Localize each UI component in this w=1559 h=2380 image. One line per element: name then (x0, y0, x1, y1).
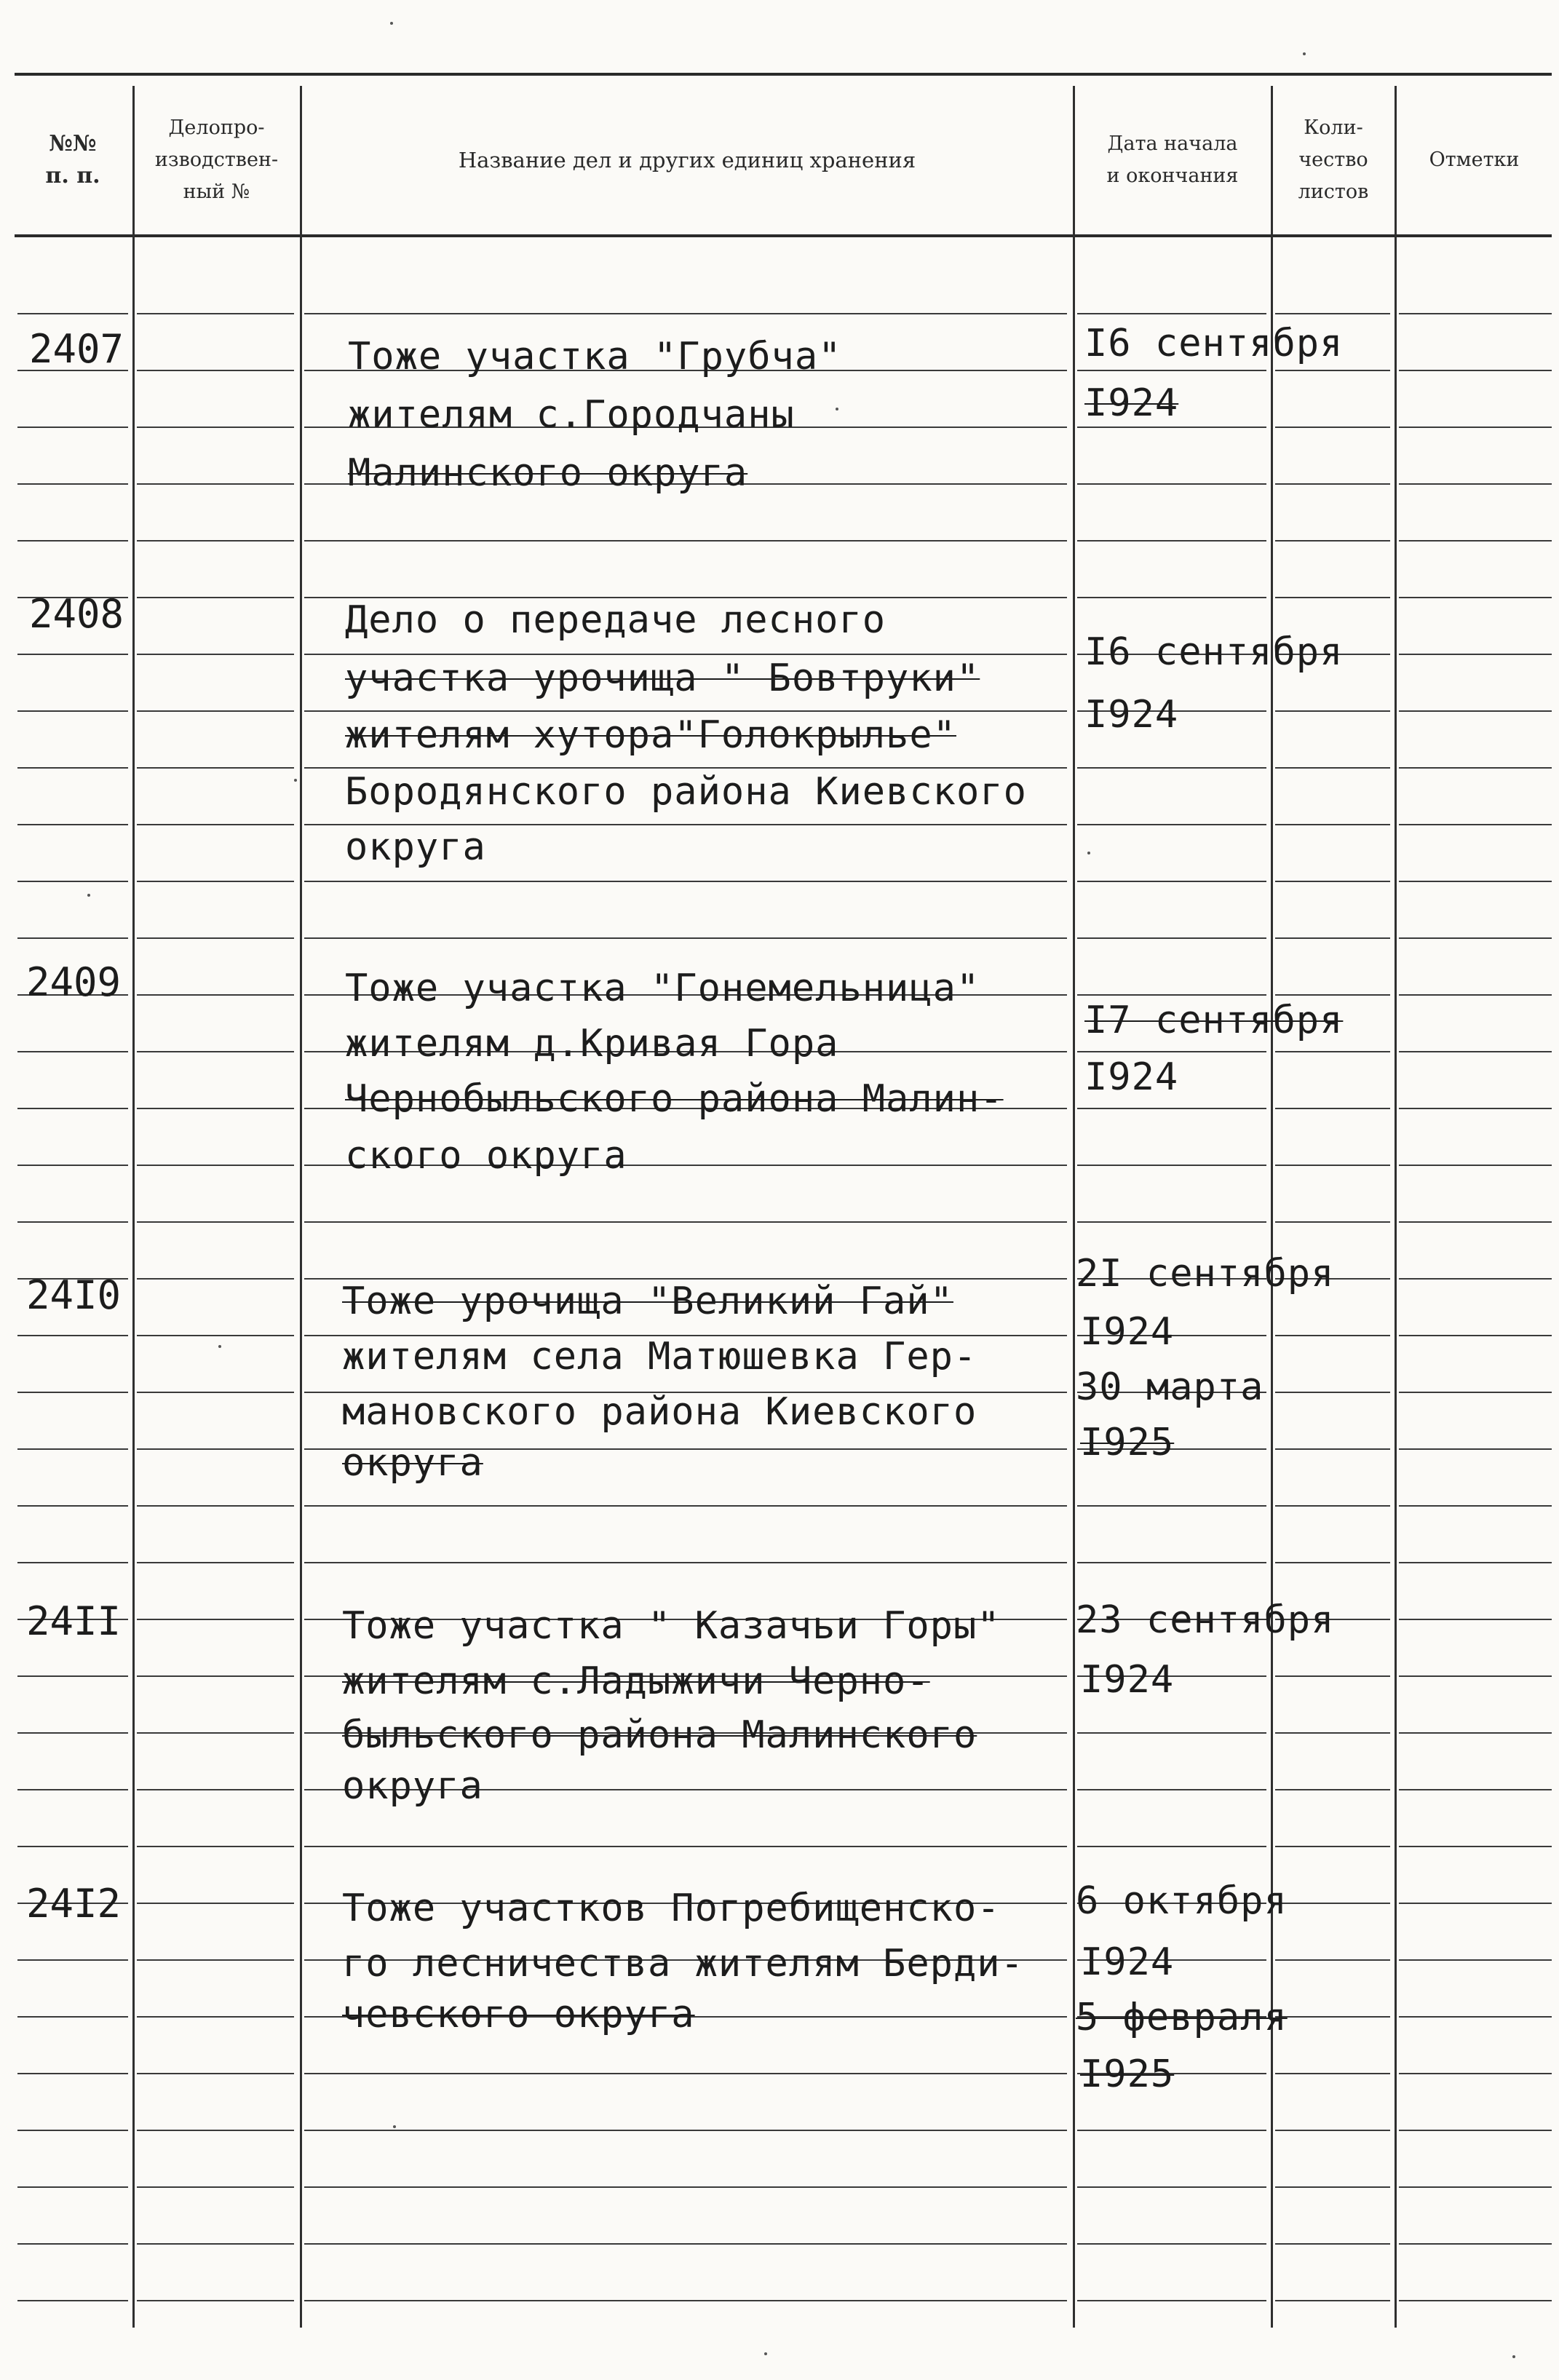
ruled-line (1275, 1903, 1390, 1904)
ruled-line (1077, 2186, 1266, 2188)
entry-date: 30 марта (1076, 1365, 1264, 1409)
ruled-line (304, 1562, 1067, 1563)
ruled-line (1399, 1165, 1552, 1166)
scan-speck (764, 2352, 767, 2355)
column-divider (1395, 86, 1397, 2328)
entry-number: 2407 (29, 326, 124, 372)
ruled-line (1399, 1278, 1552, 1280)
ruled-line (1275, 994, 1390, 996)
ruled-line (1399, 2016, 1552, 2018)
ruled-line (1275, 2186, 1390, 2188)
entry-number: 24I0 (26, 1272, 122, 1318)
entry-title-line: Тоже урочища "Великий Гай" (342, 1280, 953, 1323)
ruled-line (1399, 2243, 1552, 2245)
ruled-line (17, 2130, 128, 2131)
header-bottom-rule (15, 234, 1552, 237)
ruled-line (137, 1392, 294, 1393)
ruled-line (137, 1675, 294, 1677)
ruled-line (137, 313, 294, 314)
ruled-line (1399, 1221, 1552, 1223)
ruled-line (137, 2016, 294, 2018)
ruled-line (1077, 1732, 1266, 1734)
ruled-line (17, 1335, 128, 1336)
ruled-line (1275, 1505, 1390, 1507)
ruled-line (304, 540, 1067, 542)
ruled-line (137, 483, 294, 485)
ruled-line (1077, 2300, 1266, 2301)
ruled-line (137, 937, 294, 939)
ruled-line (1077, 597, 1266, 598)
ruled-line (1399, 1108, 1552, 1109)
ruled-line (1275, 1846, 1390, 1847)
entry-title-line: мановского района Киевского (342, 1390, 977, 1434)
entry-number: 24I2 (26, 1881, 122, 1927)
entry-title-line: Тоже участка "Грубча" (348, 335, 842, 378)
ruled-line (137, 1051, 294, 1052)
ruled-line (1399, 994, 1552, 996)
ruled-line (137, 994, 294, 996)
ruled-line (1077, 994, 1266, 996)
header-notes: Отметки (1429, 148, 1520, 171)
ruled-line (1077, 1562, 1266, 1563)
ruled-line (304, 2073, 1067, 2074)
entry-title-line: жителям с.Ладыжичи Черно- (342, 1659, 930, 1703)
ruled-line (1399, 2300, 1552, 2301)
ruled-line (1399, 824, 1552, 825)
ruled-line (1077, 2130, 1266, 2131)
ruled-line (1275, 313, 1390, 314)
ruled-line (17, 937, 128, 939)
ruled-line (1399, 1335, 1552, 1336)
ruled-line (1399, 313, 1552, 314)
entry-date: I924 (1084, 693, 1179, 737)
ruled-line (304, 1846, 1067, 1847)
ruled-line (1275, 710, 1390, 712)
entry-title-line: Тоже участков Погребищенско- (342, 1887, 1001, 1930)
ruled-line (1399, 2130, 1552, 2131)
entry-title-line: округа (342, 1441, 483, 1485)
ruled-line (137, 2130, 294, 2131)
ruled-line (1275, 767, 1390, 769)
ruled-line (1399, 597, 1552, 598)
column-divider (1073, 86, 1075, 2328)
scan-speck (218, 1345, 221, 1348)
ruled-line (137, 1108, 294, 1109)
ruled-line (1077, 1221, 1266, 1223)
ruled-line (17, 881, 128, 882)
column-divider (132, 86, 135, 2328)
ruled-line (1399, 483, 1552, 485)
ruled-line (1077, 1108, 1266, 1109)
ruled-line (137, 710, 294, 712)
entry-date: 2I сентября (1076, 1252, 1335, 1296)
entry-title-line: Малинского округа (348, 451, 748, 495)
ruled-line (137, 1903, 294, 1904)
entry-title-line: чевского округа (342, 1993, 695, 2036)
ruled-line (137, 1789, 294, 1790)
ruled-line (137, 1732, 294, 1734)
ruled-line (1077, 881, 1266, 882)
scan-speck (390, 22, 393, 25)
entry-number: 24II (26, 1598, 122, 1644)
ruled-line (1399, 540, 1552, 542)
ruled-line (1077, 824, 1266, 825)
ruled-line (17, 1732, 128, 1734)
ruled-line (1275, 1051, 1390, 1052)
entry-title-line: Тоже участка "Гонемельница" (345, 967, 980, 1010)
entry-date: I924 (1080, 1658, 1175, 1702)
ruled-line (1399, 1448, 1552, 1450)
scan-speck (294, 779, 297, 782)
ruled-line (1275, 1675, 1390, 1677)
ruled-line (1399, 1903, 1552, 1904)
ruled-line (137, 2186, 294, 2188)
entry-title-line: го лесничества жителям Берди- (342, 1942, 1024, 1986)
scan-speck (393, 2125, 396, 2128)
entry-date: I924 (1080, 1940, 1175, 1984)
entry-number: 2408 (29, 591, 124, 637)
ruled-line (1077, 767, 1266, 769)
entry-title-line: Чернобыльского района Малин- (345, 1077, 1004, 1121)
ruled-line (17, 1505, 128, 1507)
ruled-line (1399, 2073, 1552, 2074)
ruled-line (1275, 2300, 1390, 2301)
entry-title-line: быльского района Малинского (342, 1713, 977, 1757)
ruled-line (1399, 1051, 1552, 1052)
ruled-line (1275, 1732, 1390, 1734)
ruled-line (137, 2300, 294, 2301)
scan-speck (87, 894, 90, 897)
entry-date: 6 октября (1076, 1879, 1288, 1923)
ruled-line (1077, 1051, 1266, 1052)
column-divider (1271, 86, 1273, 2328)
ruled-line (1275, 1221, 1390, 1223)
entry-date: I924 (1084, 381, 1179, 425)
entry-date: I924 (1080, 1310, 1175, 1354)
ruled-line (137, 1846, 294, 1847)
ruled-line (17, 1108, 128, 1109)
ruled-line (1077, 427, 1266, 428)
ruled-line (17, 427, 128, 428)
entry-date: I925 (1080, 2052, 1175, 2096)
ruled-line (1275, 2130, 1390, 2131)
ruled-line (17, 1051, 128, 1052)
ruled-line (304, 937, 1067, 939)
entry-title-line: жителям д.Кривая Гора (345, 1022, 839, 1066)
scan-speck (1087, 852, 1090, 854)
ruled-line (1275, 881, 1390, 882)
ruled-line (1275, 1335, 1390, 1336)
entry-title-line: жителям с.Городчаны (348, 393, 795, 437)
ruled-line (1399, 1392, 1552, 1393)
ruled-line (17, 313, 128, 314)
ruled-line (17, 767, 128, 769)
ruled-line (1399, 1562, 1552, 1563)
ruled-line (17, 1959, 128, 1961)
ruled-line (1275, 824, 1390, 825)
ruled-line (304, 1221, 1067, 1223)
ruled-line (1399, 427, 1552, 428)
ruled-line (1399, 2186, 1552, 2188)
ruled-line (1275, 2243, 1390, 2245)
ruled-line (17, 483, 128, 485)
ruled-line (1077, 540, 1266, 542)
ruled-line (17, 1165, 128, 1166)
ruled-line (137, 2243, 294, 2245)
ruled-line (17, 710, 128, 712)
ruled-line (137, 654, 294, 655)
column-divider (300, 86, 302, 2328)
ruled-line (137, 540, 294, 542)
ruled-line (1275, 1165, 1390, 1166)
ruled-line (137, 1959, 294, 1961)
ruled-line (1275, 483, 1390, 485)
ruled-line (1077, 2243, 1266, 2245)
entry-title-line: Тоже участка " Казачьи Горы" (342, 1604, 1001, 1648)
ruled-line (137, 597, 294, 598)
ruled-line (304, 2243, 1067, 2245)
ruled-line (17, 2016, 128, 2018)
form-top-rule (15, 73, 1552, 76)
ruled-line (1275, 2073, 1390, 2074)
ruled-line (1399, 1675, 1552, 1677)
scan-speck (1303, 52, 1306, 55)
entry-title-line: Дело о передаче лесного (345, 598, 886, 642)
ruled-line (1077, 1505, 1266, 1507)
ruled-line (17, 2073, 128, 2074)
ruled-line (1275, 1959, 1390, 1961)
ruled-line (137, 1505, 294, 1507)
entry-date: I6 сентября (1084, 322, 1344, 365)
ruled-line (17, 1392, 128, 1393)
scan-speck (1512, 2355, 1515, 2358)
ruled-line (304, 2300, 1067, 2301)
ruled-line (1275, 1448, 1390, 1450)
ruled-line (1077, 937, 1266, 939)
ruled-line (1399, 1732, 1552, 1734)
ruled-line (1275, 427, 1390, 428)
header-number: №№ п. п. (45, 131, 100, 189)
ruled-line (137, 881, 294, 882)
ruled-line (1275, 1789, 1390, 1790)
ruled-line (17, 2186, 128, 2188)
entry-date: I925 (1080, 1421, 1175, 1464)
ruled-line (17, 1448, 128, 1450)
ruled-line (137, 1619, 294, 1620)
ruled-line (1275, 597, 1390, 598)
ruled-line (137, 1448, 294, 1450)
ruled-line (304, 313, 1067, 314)
ruled-line (304, 2130, 1067, 2131)
ruled-line (17, 1675, 128, 1677)
entry-title-line: Бородянского района Киевского (345, 770, 1027, 814)
ruled-line (1077, 1165, 1266, 1166)
scan-speck (836, 408, 838, 410)
ruled-line (1275, 540, 1390, 542)
ruled-line (1077, 1789, 1266, 1790)
header-title: Название дел и других единиц хранения (458, 148, 916, 172)
ruled-line (137, 1221, 294, 1223)
ruled-line (137, 1278, 294, 1280)
ruled-line (137, 427, 294, 428)
ruled-line (1275, 370, 1390, 371)
ruled-line (17, 2300, 128, 2301)
ruled-line (17, 654, 128, 655)
ruled-line (17, 1562, 128, 1563)
ruled-line (137, 1165, 294, 1166)
ruled-line (304, 2186, 1067, 2188)
entry-title-line: округа (342, 1764, 483, 1808)
entry-number: 2409 (26, 959, 122, 1005)
ruled-line (1077, 483, 1266, 485)
ruled-line (1399, 767, 1552, 769)
ruled-line (1275, 2016, 1390, 2018)
ruled-line (1077, 313, 1266, 314)
entry-date: I6 сентября (1084, 630, 1344, 674)
ruled-line (1077, 370, 1266, 371)
entry-title-line: ского округа (345, 1134, 627, 1178)
ruled-line (17, 540, 128, 542)
ruled-line (1077, 1846, 1266, 1847)
header-sheets: Коли- чество листов (1298, 116, 1369, 203)
ruled-line (1399, 1505, 1552, 1507)
ruled-line (17, 1846, 128, 1847)
ruled-line (1399, 654, 1552, 655)
entry-date: 23 сентября (1076, 1598, 1335, 1642)
ruled-line (137, 2073, 294, 2074)
ruled-line (1275, 1392, 1390, 1393)
entry-title-line: жителям хутора"Голокрылье" (345, 713, 956, 757)
entry-date: I7 сентября (1084, 999, 1344, 1042)
ruled-line (1399, 370, 1552, 371)
ruled-line (17, 824, 128, 825)
ruled-line (1399, 1619, 1552, 1620)
ruled-line (137, 824, 294, 825)
ruled-line (137, 1562, 294, 1563)
entry-date: 5 февраля (1076, 1996, 1288, 2039)
entry-title-line: жителям села Матюшевка Гер- (342, 1335, 977, 1379)
ruled-line (1275, 937, 1390, 939)
header-office-number: Делопро- изводствен- ный № (154, 116, 279, 203)
ruled-line (137, 1335, 294, 1336)
entry-title-line: округа (345, 825, 486, 869)
ruled-line (137, 767, 294, 769)
ruled-line (1275, 1108, 1390, 1109)
ruled-line (1399, 710, 1552, 712)
ruled-line (1399, 937, 1552, 939)
ruled-line (1399, 1789, 1552, 1790)
ruled-line (1275, 1562, 1390, 1563)
ruled-line (17, 1789, 128, 1790)
header-dates: Дата начала и окончания (1106, 132, 1239, 187)
ruled-line (137, 370, 294, 371)
ruled-line (1399, 1959, 1552, 1961)
ruled-line (1399, 881, 1552, 882)
entry-date: I924 (1084, 1055, 1179, 1099)
ruled-line (1399, 1846, 1552, 1847)
ruled-line (304, 1505, 1067, 1507)
entry-title-line: участка урочища " Бовтруки" (345, 657, 980, 700)
ruled-line (17, 1221, 128, 1223)
ruled-line (304, 881, 1067, 882)
ruled-line (17, 2243, 128, 2245)
